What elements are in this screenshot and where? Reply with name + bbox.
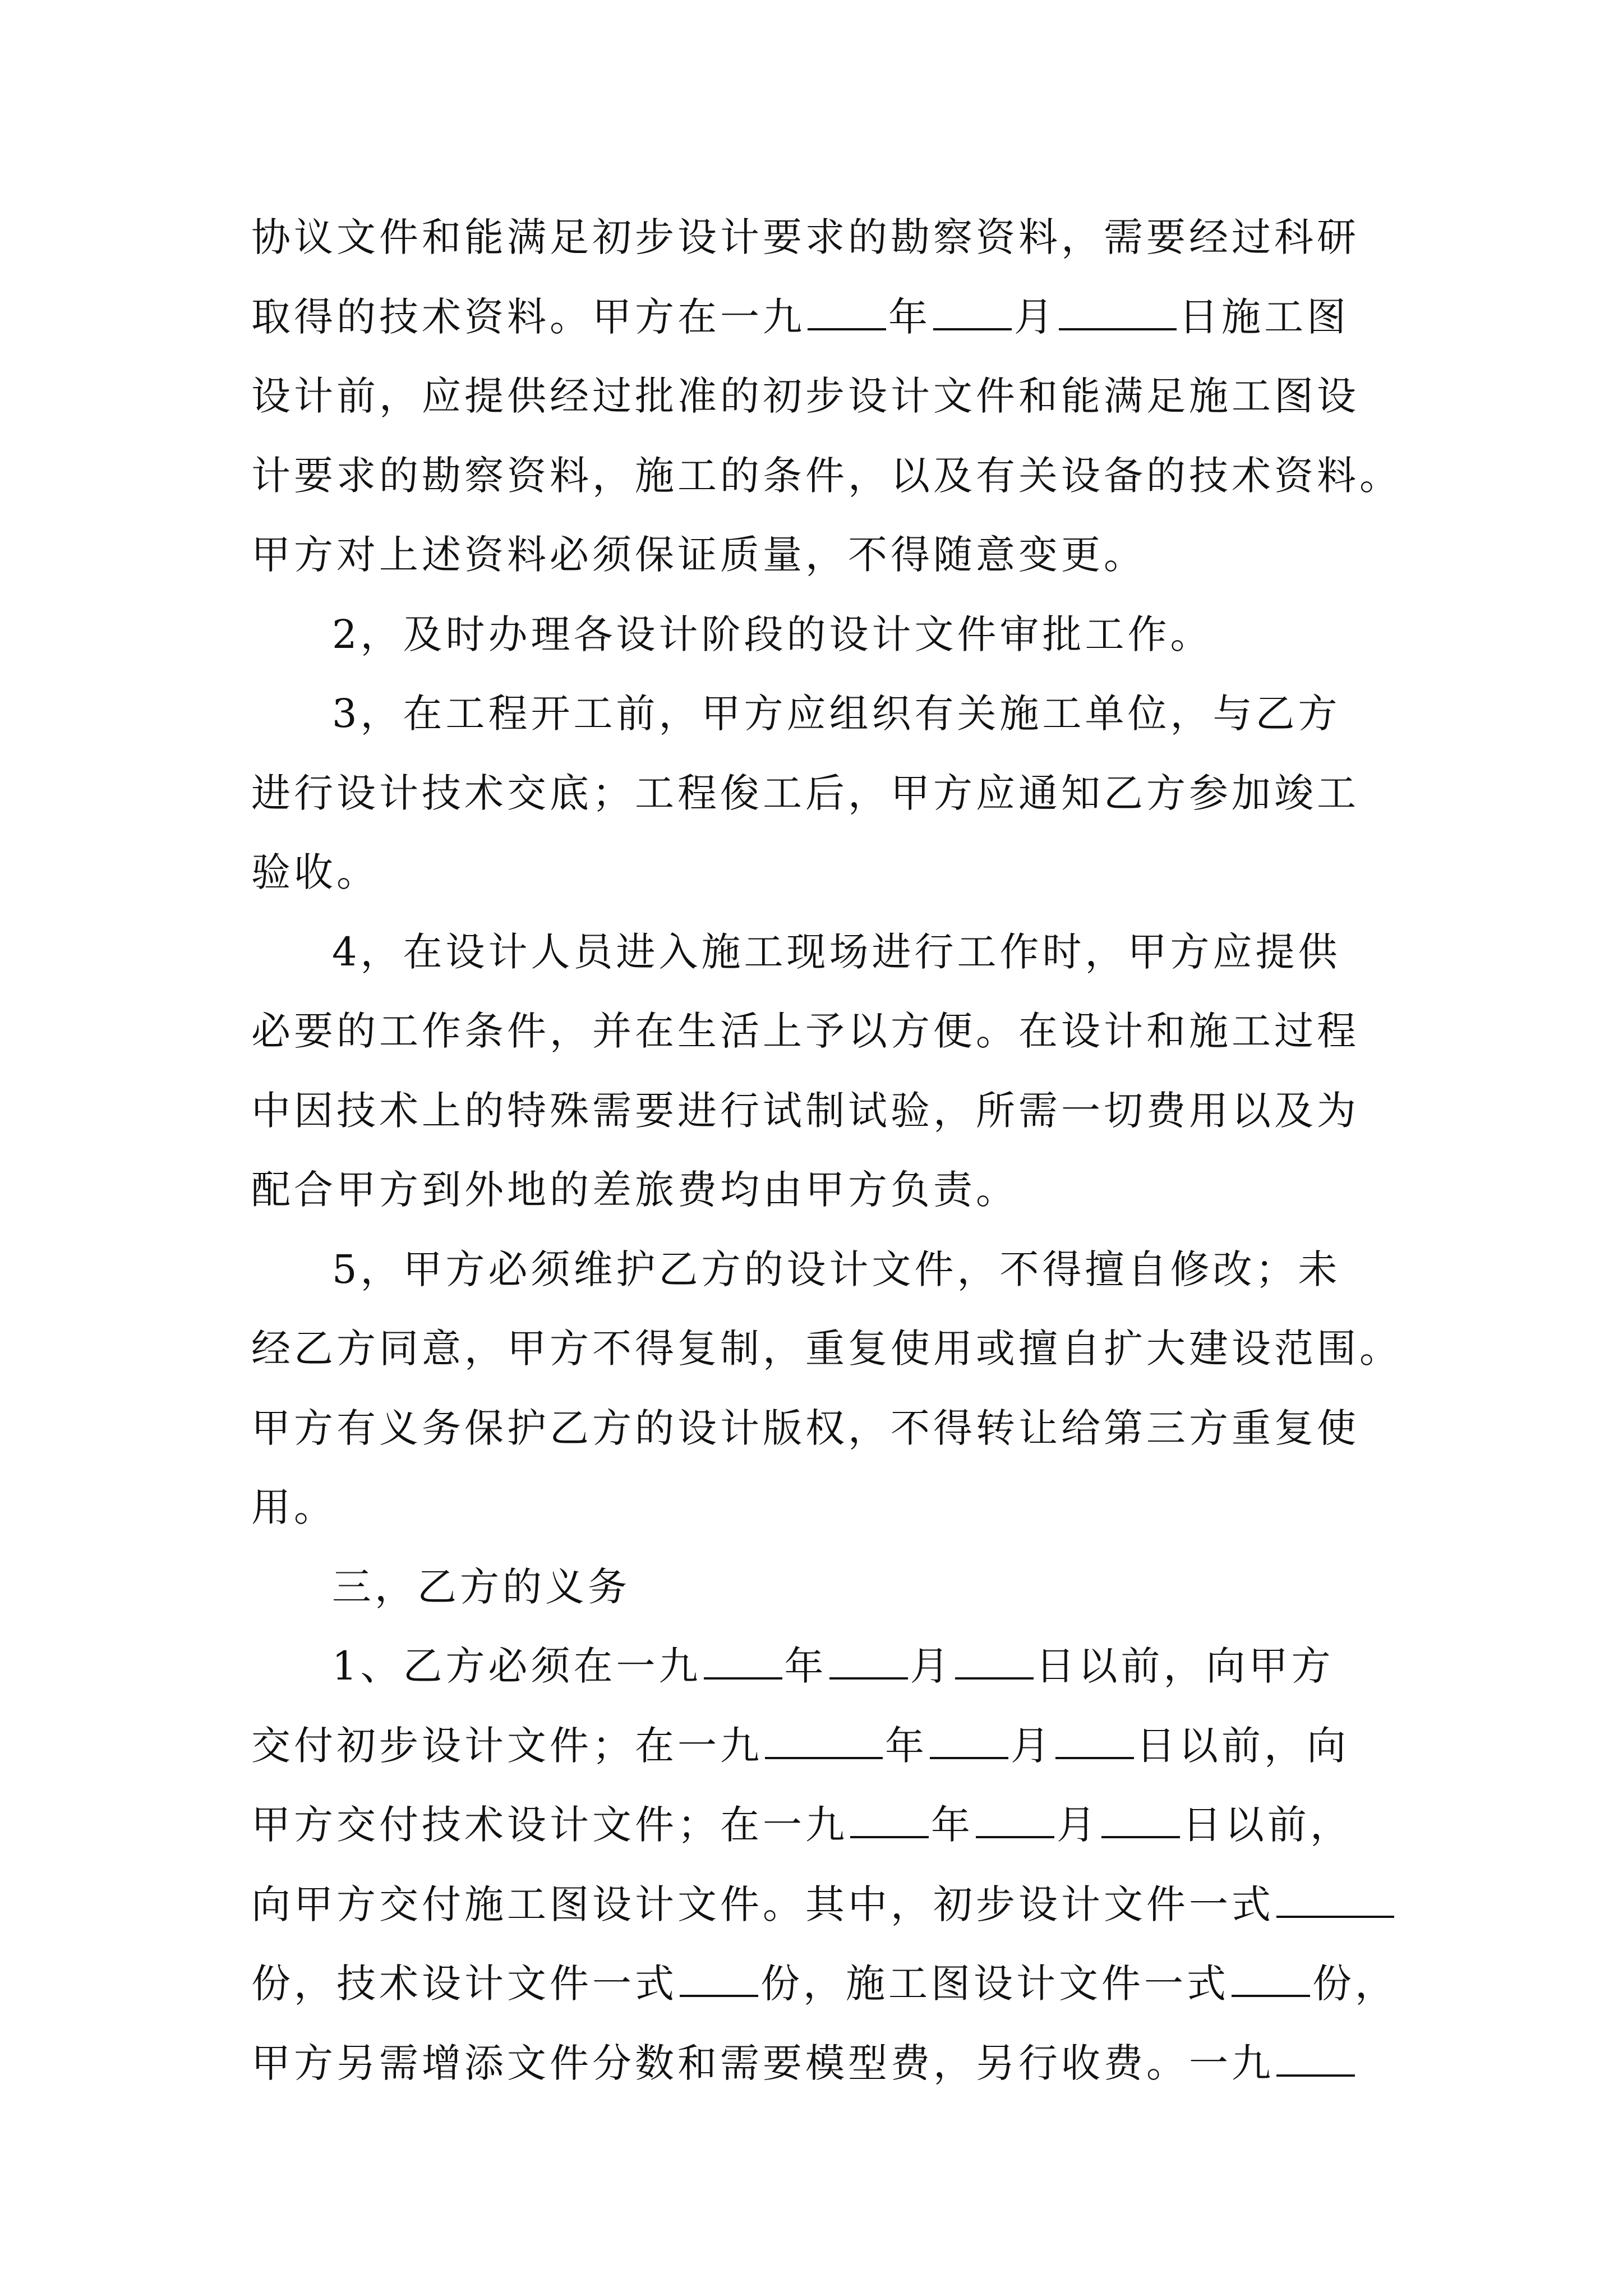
line-text: 向甲方交付施工图设计文件。其中，初步设计文件一式 [251,1881,1274,1927]
document-line [251,1323,1402,1374]
line-text: 年 [784,1643,827,1689]
document-line [332,927,1341,977]
document-line [251,1085,1359,1136]
line-text: 5，甲方必须维护乙方的设计文件，不得擅自修改；未 [332,1246,1341,1292]
document-line [251,530,1146,580]
line-text: 年 [885,1723,928,1769]
line-text: 进行设计技术交底；工程俊工后，甲方应通知乙方参加竣工 [251,770,1359,816]
line-text: 中因技术上的特殊需要进行试制试验，所需一切费用以及为 [251,1088,1359,1134]
fill-in-blank [829,1642,908,1680]
document-line [251,212,1359,263]
line-text: 用。 [251,1484,336,1530]
line-text: 甲方有义务保护乙方的设计版权，不得转让给第三方重复使 [251,1405,1359,1451]
document-line [251,2038,1357,2088]
document-line [251,450,1402,501]
document-line [251,768,1359,818]
line-text: 年 [931,1802,974,1848]
fill-in-blank [850,1801,929,1838]
fill-in-blank [933,293,1012,330]
line-text: 设计前，应提供经过批准的初步设计文件和能满足施工图设 [251,373,1359,419]
fill-in-blank [976,1801,1054,1838]
document-line [332,1641,1334,1691]
line-text: 取得的技术资料。甲方在一九 [251,294,805,340]
line-text: 3，在工程开工前，甲方应组织有关施工单位，与乙方 [332,691,1341,737]
line-text: 甲方对上述资料必须保证质量，不得随意变更。 [251,532,1146,578]
fill-in-blank [1055,1722,1134,1759]
line-text: 日以前， [1182,1802,1353,1848]
fill-in-blank [1276,1881,1394,1918]
line-text: 日施工图 [1179,294,1349,340]
line-text: 月 [1011,1723,1053,1769]
document-line [332,688,1341,739]
fill-in-blank [680,1960,758,1997]
document-line [332,1562,630,1612]
fill-in-blank [930,1722,1008,1759]
fill-in-blank [955,1642,1034,1680]
fill-in-blank [765,1722,883,1759]
line-text: 甲方另需增添文件分数和需要模型费，另行收费。一九 [251,2040,1274,2086]
document-line [251,1006,1359,1056]
line-text: 配合甲方到外地的差旅费均由甲方负责。 [251,1167,1018,1213]
document-line [251,847,379,898]
line-text: 4，在设计人员进入施工现场进行工作时，甲方应提供 [332,929,1341,975]
line-text: 计要求的勘察资料，施工的条件，以及有关设备的技术资料。 [251,453,1402,499]
fill-in-blank [1059,293,1177,330]
line-text: 月 [910,1643,953,1689]
document-line [251,1720,1349,1771]
document-line [251,371,1359,421]
line-text: 2，及时办理各设计阶段的设计文件审批工作。 [332,611,1213,657]
line-text: 甲方交付技术设计文件；在一九 [251,1802,848,1848]
line-text: 经乙方同意，甲方不得复制，重复使用或擅自扩大建设范围。 [251,1326,1402,1372]
fill-in-blank [1101,1801,1180,1838]
document-line [251,1482,336,1533]
document-line [251,1800,1353,1850]
fill-in-blank [1232,1960,1310,1997]
fill-in-blank [704,1642,782,1680]
document-line [251,1958,1398,2009]
line-text: 月 [1057,1802,1099,1848]
line-text: 月 [1014,294,1057,340]
line-text: 交付初步设计文件；在一九 [251,1723,763,1769]
fill-in-blank [808,293,886,330]
document-line [251,1403,1359,1453]
line-text: 日以前，向 [1136,1723,1349,1769]
line-text: 必要的工作条件，并在生活上予以方便。在设计和施工过程 [251,1008,1359,1054]
line-text: 验收。 [251,849,379,895]
document-line [251,292,1349,342]
line-text: 年 [888,294,931,340]
line-text: 份， [1312,1961,1398,2007]
line-text: 日以前，向甲方 [1035,1643,1334,1689]
document-line [251,1165,1018,1215]
line-text: 1、乙方必须在一九 [332,1643,702,1689]
line-text: 份，技术设计文件一式 [251,1961,677,2007]
line-text: 协议文件和能满足初步设计要求的勘察资料，需要经过科研 [251,214,1359,260]
line-text: 三，乙方的义务 [332,1564,630,1610]
document-line [251,1879,1396,1930]
line-text: 份，施工图设计文件一式 [760,1961,1229,2007]
document-line [332,1244,1341,1295]
fill-in-blank [1276,2040,1355,2077]
document-line [332,609,1213,660]
